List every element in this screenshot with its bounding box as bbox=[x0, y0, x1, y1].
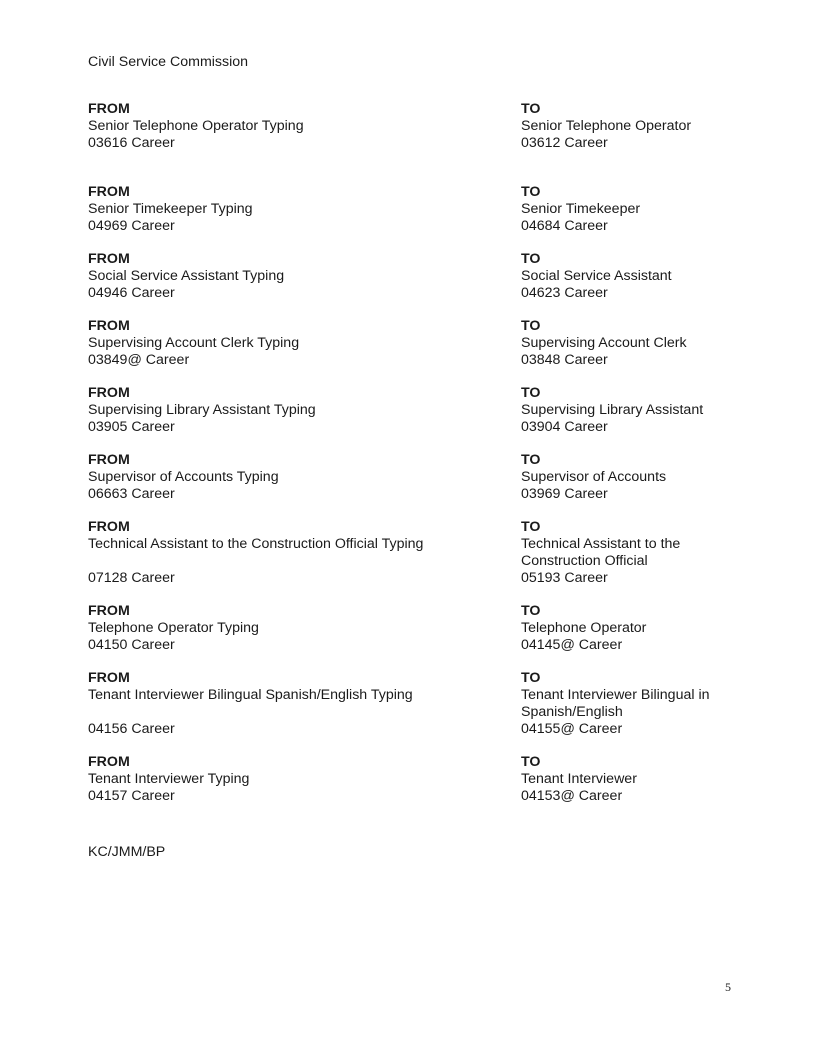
title-change-row bbox=[88, 754, 788, 821]
title-change-row bbox=[88, 670, 788, 754]
to-label: TO bbox=[521, 385, 541, 401]
to-label: TO bbox=[521, 603, 541, 619]
title-change-row bbox=[88, 251, 788, 318]
to-label: TO bbox=[521, 754, 541, 770]
from-code: 04946 Career bbox=[88, 285, 175, 301]
to-column bbox=[521, 385, 741, 436]
to-label: TO bbox=[521, 101, 541, 117]
from-code: 03849@ Career bbox=[88, 352, 190, 368]
page-number: 5 bbox=[725, 980, 731, 994]
to-column bbox=[521, 670, 731, 738]
to-column bbox=[521, 452, 741, 503]
footer-initials: KC/JMM/BP bbox=[88, 844, 166, 860]
from-label: FROM bbox=[88, 318, 130, 334]
to-label: TO bbox=[521, 251, 541, 267]
title-change-row bbox=[88, 184, 788, 251]
to-label: TO bbox=[521, 452, 541, 468]
from-column bbox=[88, 452, 508, 503]
page-header: Civil Service Commission bbox=[88, 54, 249, 70]
to-code: 04145@ Career bbox=[521, 637, 623, 653]
from-code: 04156 Career bbox=[88, 721, 175, 737]
from-title: Tenant Interviewer Bilingual Spanish/English Typing bbox=[88, 687, 413, 703]
to-label: TO bbox=[521, 519, 541, 535]
from-title: Supervisor of Accounts Typing bbox=[88, 469, 279, 485]
title-change-row bbox=[88, 603, 788, 670]
from-code: 06663 Career bbox=[88, 486, 175, 502]
from-label: FROM bbox=[88, 101, 130, 117]
to-column bbox=[521, 318, 741, 369]
to-label: TO bbox=[521, 318, 541, 334]
to-code: 04623 Career bbox=[521, 285, 608, 301]
from-column bbox=[88, 251, 508, 302]
from-code: 04969 Career bbox=[88, 218, 175, 234]
to-title: Telephone Operator bbox=[521, 620, 647, 636]
to-code: 03969 Career bbox=[521, 486, 608, 502]
from-title: Senior Timekeeper Typing bbox=[88, 201, 253, 217]
to-label: TO bbox=[521, 670, 541, 686]
to-code: 04155@ Career bbox=[521, 721, 623, 737]
to-title: Supervising Account Clerk bbox=[521, 335, 687, 351]
to-title: Technical Assistant to the Construction Official bbox=[521, 536, 681, 569]
from-column bbox=[88, 318, 508, 369]
from-column bbox=[88, 603, 508, 654]
from-column bbox=[88, 519, 508, 587]
to-column bbox=[521, 519, 681, 587]
from-label: FROM bbox=[88, 754, 130, 770]
from-column bbox=[88, 101, 508, 152]
from-code: 03905 Career bbox=[88, 419, 175, 435]
to-code: 04684 Career bbox=[521, 218, 608, 234]
to-title: Supervising Library Assistant bbox=[521, 402, 704, 418]
from-label: FROM bbox=[88, 385, 130, 401]
from-title: Senior Telephone Operator Typing bbox=[88, 118, 304, 134]
from-code: 04150 Career bbox=[88, 637, 175, 653]
from-title: Tenant Interviewer Typing bbox=[88, 771, 250, 787]
from-column bbox=[88, 385, 508, 436]
to-column bbox=[521, 184, 741, 235]
from-title: Technical Assistant to the Construction Official Typing bbox=[88, 536, 424, 552]
from-label: FROM bbox=[88, 452, 130, 468]
from-label: FROM bbox=[88, 670, 130, 686]
from-column bbox=[88, 184, 508, 235]
from-label: FROM bbox=[88, 603, 130, 619]
from-code: 07128 Career bbox=[88, 570, 175, 586]
title-change-row bbox=[88, 385, 788, 452]
title-change-row bbox=[88, 318, 788, 385]
to-label: TO bbox=[521, 184, 541, 200]
from-code: 04157 Career bbox=[88, 788, 175, 804]
from-label: FROM bbox=[88, 184, 130, 200]
from-title: Telephone Operator Typing bbox=[88, 620, 259, 636]
from-column bbox=[88, 670, 508, 738]
to-code: 03904 Career bbox=[521, 419, 608, 435]
to-title: Senior Timekeeper bbox=[521, 201, 641, 217]
title-change-row bbox=[88, 452, 788, 519]
from-title: Social Service Assistant Typing bbox=[88, 268, 285, 284]
to-column bbox=[521, 101, 741, 152]
to-title: Supervisor of Accounts bbox=[521, 469, 667, 485]
to-title: Senior Telephone Operator bbox=[521, 118, 692, 134]
title-change-row bbox=[88, 519, 788, 603]
from-column bbox=[88, 754, 508, 805]
to-code: 04153@ Career bbox=[521, 788, 623, 804]
from-label: FROM bbox=[88, 251, 130, 267]
to-code: 03612 Career bbox=[521, 135, 608, 151]
to-column bbox=[521, 603, 741, 654]
from-label: FROM bbox=[88, 519, 130, 535]
to-column bbox=[521, 251, 741, 302]
to-column bbox=[521, 754, 741, 805]
from-code: 03616 Career bbox=[88, 135, 175, 151]
to-title: Tenant Interviewer Bilingual in Spanish/English bbox=[521, 687, 710, 720]
title-change-row bbox=[88, 101, 788, 184]
to-code: 05193 Career bbox=[521, 570, 608, 586]
to-title: Tenant Interviewer bbox=[521, 771, 637, 787]
to-title: Social Service Assistant bbox=[521, 268, 672, 284]
to-code: 03848 Career bbox=[521, 352, 608, 368]
from-title: Supervising Account Clerk Typing bbox=[88, 335, 300, 351]
from-title: Supervising Library Assistant Typing bbox=[88, 402, 316, 418]
